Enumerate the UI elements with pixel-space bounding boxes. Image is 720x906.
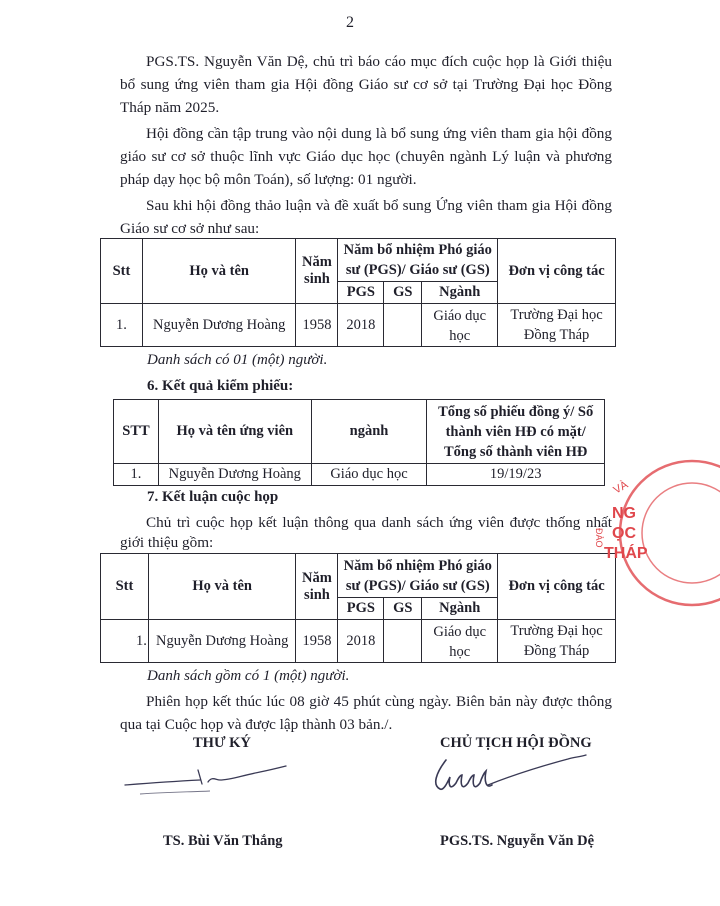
- header-candidate-name: Họ và tên ứng viên: [158, 400, 311, 464]
- cell-field: Giáo dục học: [422, 620, 498, 663]
- header-appointment: Năm bổ nhiệm Phó giáo sư (PGS)/ Giáo sư (GS): [338, 239, 498, 282]
- svg-text:NG: NG: [612, 505, 636, 522]
- svg-text:THÁP: THÁP: [604, 545, 648, 562]
- header-stt: STT: [114, 400, 159, 464]
- secretary-signature: [120, 750, 300, 810]
- svg-text:VÀ: VÀ: [611, 478, 631, 497]
- header-name: Họ và tên: [148, 554, 296, 620]
- cell-unit: Trường Đại học Đồng Tháp: [498, 620, 616, 663]
- page-number: 2: [346, 14, 354, 31]
- header-field: Ngành: [422, 282, 498, 304]
- paragraph-focus: Hội đồng cần tập trung vào nội dung là bổ sung ứng viên tham gia hội đồng giáo sư cơ sở thuộc lĩnh vực Giáo dục học (chuyên ngành Lý luận và phương pháp dạy học bộ môn Toán), số lượng: 01 người.: [120, 125, 612, 188]
- cell-field: Giáo dục học: [311, 464, 427, 486]
- header-field: ngành: [311, 400, 427, 464]
- chair-name: PGS.TS. Nguyễn Văn Dệ: [440, 833, 595, 849]
- svg-text:ĐÀO: ĐÀO: [594, 528, 604, 548]
- header-stt: Stt: [101, 239, 143, 304]
- header-name: Họ và tên: [142, 239, 296, 304]
- cell-gs: [384, 304, 422, 347]
- cell-unit: Trường Đại học Đồng Tháp: [498, 304, 616, 347]
- cell-year: 1958: [296, 620, 338, 663]
- paragraph-purpose: PGS.TS. Nguyễn Văn Dệ, chủ trì báo cáo mục đích cuộc họp là Giới thiệu bổ sung ứng viên tham gia Hội đồng Giáo sư cơ sở tại Trường Đại học Đồng Tháp năm 2025.: [120, 53, 612, 116]
- header-pgs: PGS: [338, 598, 384, 620]
- header-unit: Đơn vị công tác: [498, 239, 616, 304]
- svg-text:ỌC: ỌC: [612, 525, 636, 542]
- header-votes: Tổng số phiếu đồng ý/ Số thành viên HĐ có mặt/ Tổng số thành viên HĐ: [427, 400, 605, 464]
- paragraph-closing: Phiên họp kết thúc lúc 08 giờ 45 phút cùng ngày. Biên bản này được thông qua tại Cuộc họp và được lập thành 03 bản./.: [120, 693, 612, 733]
- header-gs: GS: [384, 598, 422, 620]
- cell-votes: 19/19/23: [427, 464, 605, 486]
- secretary-name: TS. Bùi Văn Thắng: [163, 833, 283, 849]
- cell-gs: [384, 620, 422, 663]
- header-stt: Stt: [101, 554, 149, 620]
- cell-pgs: 2018: [338, 620, 384, 663]
- section-7-title: 7. Kết luận cuộc họp: [147, 489, 279, 505]
- paragraph-proposal: Sau khi hội đồng thảo luận và đề xuất bổ sung Ứng viên tham gia Hội đồng Giáo sư cơ sở như sau:: [120, 197, 612, 237]
- official-stamp: [594, 458, 720, 608]
- cell-stt: 1.: [101, 620, 149, 663]
- paragraph-conclusion: Chủ trì cuộc họp kết luận thông qua danh sách ứng viên được thống nhất giới thiệu gồm:: [120, 514, 612, 551]
- section-6-title: 6. Kết quả kiểm phiếu:: [147, 378, 294, 394]
- approved-candidate-table: [100, 553, 616, 663]
- header-field: Ngành: [422, 598, 498, 620]
- candidate-table: [100, 238, 616, 347]
- header-pgs: PGS: [338, 282, 384, 304]
- header-appointment: Năm bổ nhiệm Phó giáo sư (PGS)/ Giáo sư (GS): [338, 554, 498, 598]
- cell-pgs: 2018: [338, 304, 384, 347]
- header-unit: Đơn vị công tác: [498, 554, 616, 620]
- header-gs: GS: [384, 282, 422, 304]
- cell-name: Nguyễn Dương Hoàng: [158, 464, 311, 486]
- vote-result-table: [113, 399, 605, 486]
- secretary-title: THƯ KÝ: [193, 735, 251, 751]
- cell-stt: 1.: [114, 464, 159, 486]
- chair-title: CHỦ TỊCH HỘI ĐỒNG: [440, 735, 592, 751]
- cell-name: Nguyễn Dương Hoàng: [148, 620, 296, 663]
- list-note-2: Danh sách gồm có 1 (một) người.: [147, 668, 350, 684]
- cell-stt: 1.: [101, 304, 143, 347]
- cell-field: Giáo dục học: [422, 304, 498, 347]
- cell-name: Nguyễn Dương Hoàng: [142, 304, 296, 347]
- chair-signature: [418, 745, 598, 810]
- header-year: Năm sinh: [296, 554, 338, 620]
- cell-year: 1958: [296, 304, 338, 347]
- list-note-1: Danh sách có 01 (một) người.: [147, 352, 328, 368]
- header-year: Năm sinh: [296, 239, 338, 304]
